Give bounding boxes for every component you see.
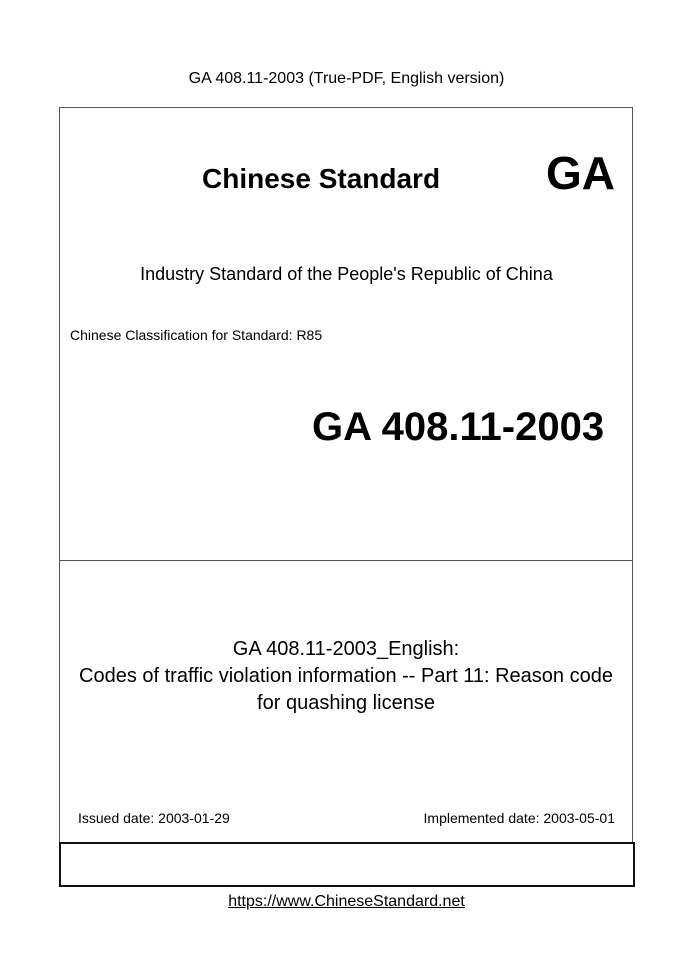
running-header: GA 408.11-2003 (True-PDF, English version) [188,70,505,87]
document-title-line: GA 408.11-2003_English: [232,638,460,660]
industry-standard-line: Industry Standard of the People's Republic of China [140,264,553,284]
website-link[interactable]: https://www.ChineseStandard.net [228,893,465,910]
classification-line: Chinese Classification for Standard: R85 [70,327,323,343]
document-title [59,636,633,717]
cover-title: Chinese Standard [202,163,441,194]
standard-number: GA 408.11-2003 [312,405,605,449]
cover-bottom-frame [59,842,635,887]
issued-date: Issued date: 2003-01-29 [78,810,230,826]
standard-code-mark: GA [546,147,615,199]
document-title-line: Codes of traffic violation information -- Part 11: Reason code [79,665,613,687]
document-title-line: for quashing license [257,692,435,714]
footer [0,893,693,911]
implemented-date: Implemented date: 2003-05-01 [423,810,615,826]
